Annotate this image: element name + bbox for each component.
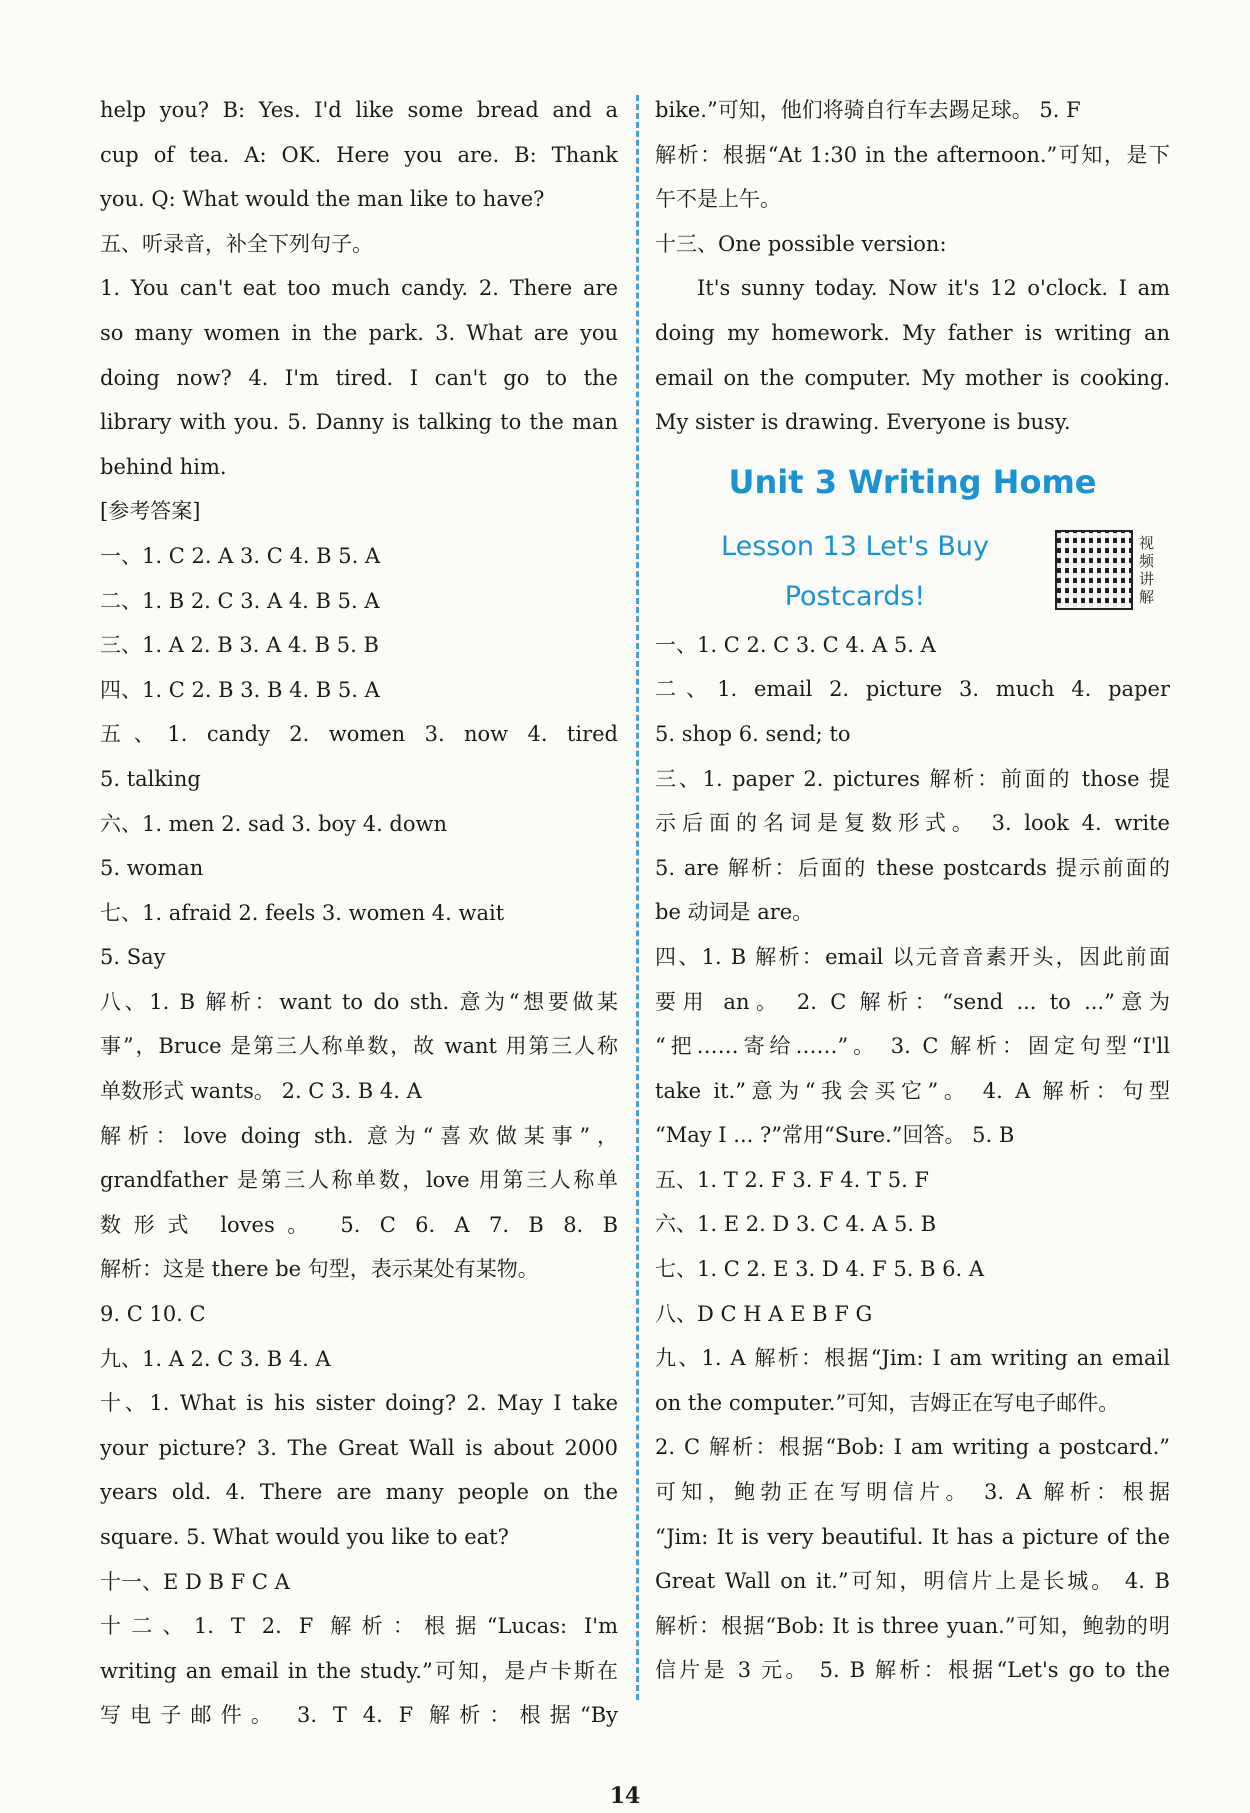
text-line: 七、1. C 2. E 3. D 4. F 5. B 6. A bbox=[655, 1257, 985, 1282]
text-line: 解析：根据“At 1:30 in the afternoon.”可知，是下 bbox=[655, 142, 1170, 167]
lesson-title-line2: Postcards! bbox=[784, 580, 926, 612]
text-line: square. 5. What would you like to eat? bbox=[100, 1525, 509, 1549]
page-number: 14 bbox=[609, 1783, 641, 1809]
text-line: 五、1. candy 2. women 3. now 4. tired bbox=[100, 722, 618, 747]
text-line: Great Wall on it.”可知，明信片上是长城。 4. B bbox=[655, 1569, 1170, 1594]
text-line: 二、1. email 2. picture 3. much 4. paper bbox=[655, 677, 1170, 702]
text-line: 四、1. C 2. B 3. B 4. B 5. A bbox=[100, 677, 380, 702]
text-line: email on the computer. My mother is cooking. bbox=[655, 365, 1170, 390]
text-line: 5. woman bbox=[100, 856, 204, 881]
text-line: 9. C 10. C bbox=[100, 1302, 206, 1327]
text-line: 十二、1. T 2. F 解析：根据“Lucas: I'm bbox=[100, 1614, 618, 1639]
text-line: grandfather 是第三人称单数，love 用第三人称单 bbox=[100, 1168, 618, 1193]
text-line: 三、1. paper 2. pictures 解析：前面的 those 提 bbox=[655, 766, 1170, 791]
text-line: 单数形式 wants。 2. C 3. B 4. A bbox=[100, 1079, 422, 1104]
text-line: help you? B: Yes. I'd like some bread and a bbox=[100, 98, 618, 122]
text-line: take it.”意为“我会买它”。 4. A 解析：句型 bbox=[655, 1078, 1170, 1103]
text-line: so many women in the park. 3. What are you bbox=[100, 320, 618, 345]
text-line: It's sunny today. Now it's 12 o'clock. I am bbox=[697, 276, 1170, 301]
text-line: “Jim: It is very beautiful. It has a picture of the bbox=[655, 1524, 1170, 1549]
text-line: writing an email in the study.”可知，是卢卡斯在 bbox=[100, 1658, 618, 1683]
text-line: 四、1. B 解析：email 以元音音素开头，因此前面 bbox=[655, 944, 1170, 969]
text-line: bike.”可知，他们将骑自行车去踢足球。 5. F bbox=[655, 98, 1081, 122]
qr-code[interactable] bbox=[1055, 527, 1165, 613]
text-line: 五、听录音，补全下列句子。 bbox=[100, 231, 373, 256]
text-line: doing now? 4. I'm tired. I can't go to the bbox=[100, 365, 618, 390]
text-line: 十三、One possible version: bbox=[655, 231, 947, 256]
text-line: 八、D C H A E B F G bbox=[655, 1301, 873, 1326]
text-line: on the computer.”可知，吉姆正在写电子邮件。 bbox=[655, 1390, 1120, 1415]
text-line: 5. are 解析：后面的 these postcards 提示前面的 bbox=[655, 855, 1170, 880]
text-line: 三、1. A 2. B 3. A 4. B 5. B bbox=[100, 633, 379, 658]
qr-label: 视频讲解 bbox=[1139, 533, 1155, 606]
text-line: “May I ... ?”常用“Sure.”回答。 5. B bbox=[655, 1123, 1015, 1148]
text-line: 解析：love doing sth. 意为“喜欢做某事”， bbox=[100, 1123, 618, 1148]
text-line: doing my homework. My father is writing an bbox=[655, 320, 1170, 345]
text-line: 事”，Bruce 是第三人称单数，故 want 用第三人称 bbox=[100, 1034, 618, 1059]
lesson-header bbox=[655, 519, 1170, 623]
text-line: 午不是上午。 bbox=[655, 187, 781, 212]
text-line: 信片是 3 元。 5. B 解析：根据“Let's go to the bbox=[655, 1658, 1170, 1683]
text-line: 十、1. What is his sister doing? 2. May I take bbox=[100, 1391, 618, 1416]
lesson-title-line1: Lesson 13 Let's Buy bbox=[721, 530, 989, 562]
text-line: 十一、E D B F C A bbox=[100, 1569, 290, 1594]
text-line: 七、1. afraid 2. feels 3. women 4. wait bbox=[100, 900, 505, 925]
right-bottom-text bbox=[655, 623, 1170, 1693]
text-line: your picture? 3. The Great Wall is about 2000 bbox=[100, 1435, 618, 1460]
text-line: 5. Say bbox=[100, 945, 166, 970]
text-line: 五、1. T 2. F 3. F 4. T 5. F bbox=[655, 1167, 929, 1192]
text-line: you. Q: What would the man like to have? bbox=[100, 187, 545, 212]
text-line: cup of tea. A: OK. Here you are. B: Thank bbox=[100, 142, 618, 167]
left-column bbox=[100, 88, 618, 1738]
right-column bbox=[655, 88, 1170, 1693]
text-line: 一、1. C 2. C 3. C 4. A 5. A bbox=[655, 632, 936, 657]
text-line: “把……寄给……”。 3. C 解析：固定句型“I'll bbox=[655, 1034, 1170, 1059]
text-line: 六、1. E 2. D 3. C 4. A 5. B bbox=[655, 1212, 937, 1237]
text-line: 六、1. men 2. sad 3. boy 4. down bbox=[100, 811, 448, 836]
text-line: [参考答案] bbox=[100, 499, 201, 524]
text-line: 二、1. B 2. C 3. A 4. B 5. A bbox=[100, 588, 380, 613]
text-line: 一、1. C 2. A 3. C 4. B 5. A bbox=[100, 543, 381, 568]
text-line: 5. talking bbox=[100, 766, 201, 791]
text-line: 写电子邮件。 3. T 4. F 解析：根据“By bbox=[100, 1703, 618, 1728]
text-line: library with you. 5. Danny is talking to the man bbox=[100, 410, 618, 435]
text-line: My sister is drawing. Everyone is busy. bbox=[655, 410, 1071, 435]
text-line: 5. shop 6. send; to bbox=[655, 721, 851, 746]
qr-code-icon bbox=[1055, 530, 1133, 610]
text-line: 八、1. B 解析：want to do sth. 意为“想要做某 bbox=[100, 989, 618, 1014]
text-line: behind him. bbox=[100, 454, 227, 479]
column-divider bbox=[636, 95, 639, 1700]
text-line: 解析：这是 there be 句型，表示某处有某物。 bbox=[100, 1257, 539, 1282]
text-line: 1. You can't eat too much candy. 2. There are bbox=[100, 276, 618, 301]
text-line: 可知，鲍勃正在写明信片。 3. A 解析：根据 bbox=[655, 1480, 1170, 1505]
text-line: 九、1. A 2. C 3. B 4. A bbox=[100, 1346, 331, 1371]
text-line: 九、1. A 解析：根据“Jim: I am writing an email bbox=[655, 1346, 1170, 1371]
text-line: 数形式 loves。 5. C 6. A 7. B 8. B bbox=[100, 1212, 618, 1237]
text-line: be 动词是 are。 bbox=[655, 900, 814, 925]
text-line: 解析：根据“Bob: It is three yuan.”可知，鲍勃的明 bbox=[655, 1613, 1170, 1638]
text-line: 要用 an。 2. C 解析：“send ... to ...”意为 bbox=[655, 989, 1170, 1014]
right-top-text bbox=[655, 88, 1170, 445]
unit-title: Unit 3 Writing Home bbox=[728, 462, 1097, 501]
text-line: 2. C 解析：根据“Bob: I am writing a postcard.” bbox=[655, 1435, 1170, 1460]
text-line: years old. 4. There are many people on the bbox=[100, 1480, 618, 1505]
text-line: 示后面的名词是复数形式。 3. look 4. write bbox=[655, 811, 1170, 836]
